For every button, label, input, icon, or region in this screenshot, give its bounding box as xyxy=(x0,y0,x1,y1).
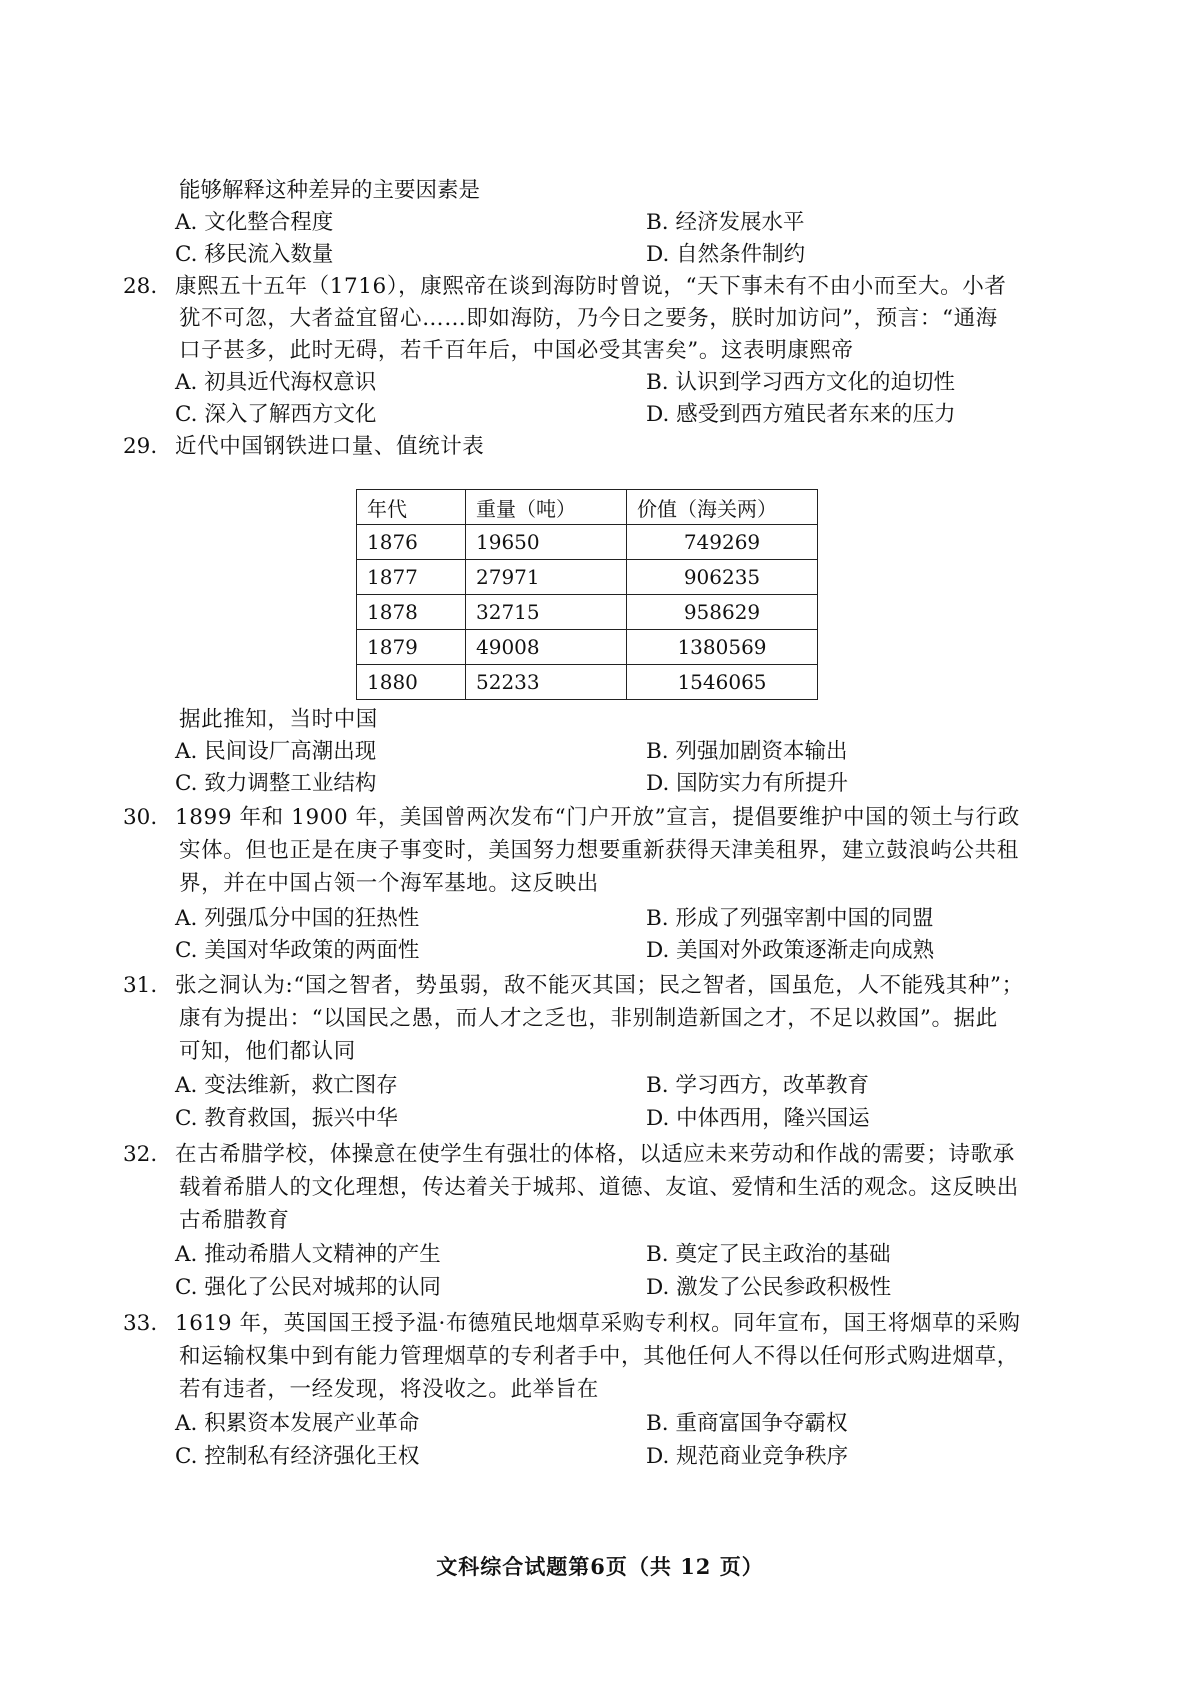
q28-option-d: D. 感受到西方殖民者东来的压力 xyxy=(646,402,956,427)
q31-line-2: 康有为提出：“以国民之愚，而人才之乏也，非别制造新国之才，不足以救国”。据此 xyxy=(179,1006,998,1031)
cell-value: 1380569 xyxy=(627,630,818,665)
q31-option-b: B. 学习西方，改革教育 xyxy=(646,1073,869,1098)
q33-line-3: 若有违者，一经发现，将没收之。此举旨在 xyxy=(179,1377,599,1402)
q28-option-b: B. 认识到学习西方文化的迫切性 xyxy=(646,370,955,395)
q31-line-3: 可知，他们都认同 xyxy=(179,1039,356,1064)
column-header-weight: 重量（吨） xyxy=(466,490,627,525)
cell-weight: 32715 xyxy=(466,595,627,630)
q31-option-d: D. 中体西用，隆兴国运 xyxy=(646,1106,870,1131)
q29-option-a: A. 民间设厂高潮出现 xyxy=(175,739,377,764)
q31-number: 31. xyxy=(123,973,158,998)
q32-option-d: D. 激发了公民参政积极性 xyxy=(646,1275,892,1300)
q27-option-d: D. 自然条件制约 xyxy=(646,242,806,267)
q29-number: 29. xyxy=(123,434,158,459)
q30-line-2: 实体。但也正是在庚子事变时，美国努力想要重新获得天津美租界，建立鼓浪屿公共租 xyxy=(179,838,1019,863)
q29-option-c: C. 致力调整工业结构 xyxy=(175,771,377,796)
column-header-value: 价值（海关两） xyxy=(627,490,818,525)
q32-line-2: 载着希腊人的文化理想，传达着关于城邦、道德、友谊、爱情和生活的观念。这反映出 xyxy=(179,1175,1019,1200)
q32-option-a: A. 推动希腊人文精神的产生 xyxy=(175,1242,441,1267)
q30-number: 30. xyxy=(123,805,158,830)
q27-option-a: A. 文化整合程度 xyxy=(175,210,334,235)
q28-option-a: A. 初具近代海权意识 xyxy=(175,370,377,395)
page-footer: 文科综合试题第6页（共 12 页） xyxy=(436,1554,764,1579)
q32-line-3: 古希腊教育 xyxy=(179,1208,290,1233)
cell-value: 749269 xyxy=(627,525,818,560)
q30-option-b: B. 形成了列强宰割中国的同盟 xyxy=(646,906,934,931)
q33-number: 33. xyxy=(123,1311,158,1336)
q31-line-1: 张之洞认为:“国之智者，势虽弱，敌不能灭其国；民之智者，国虽危，人不能残其种”； xyxy=(175,973,1024,998)
q33-option-d: D. 规范商业竞争秩序 xyxy=(646,1444,849,1469)
q27-stem-tail: 能够解释这种差异的主要因素是 xyxy=(179,178,481,203)
q33-line-2: 和运输权集中到有能力管理烟草的专利者手中，其他任何人不得以任何形式购进烟草， xyxy=(179,1344,1019,1369)
cell-year: 1876 xyxy=(357,525,466,560)
cell-year: 1878 xyxy=(357,595,466,630)
cell-value: 1546065 xyxy=(627,665,818,700)
steel-import-table xyxy=(356,489,818,700)
q29-option-d: D. 国防实力有所提升 xyxy=(646,771,849,796)
q28-line-2: 犹不可忽，大者益宜留心……即如海防，乃今日之要务，朕时加访问”，预言：“通海 xyxy=(179,306,998,331)
q31-option-a: A. 变法维新，救亡图存 xyxy=(175,1073,398,1098)
q32-option-b: B. 奠定了民主政治的基础 xyxy=(646,1242,891,1267)
table-header-row xyxy=(357,490,818,525)
cell-year: 1877 xyxy=(357,560,466,595)
table-row xyxy=(357,560,818,595)
q30-option-c: C. 美国对华政策的两面性 xyxy=(175,938,420,963)
q33-line-1: 1619 年，英国国王授予温·布德殖民地烟草采购专利权。同年宣布，国王将烟草的采购 xyxy=(175,1311,1021,1336)
column-header-year: 年代 xyxy=(357,490,466,525)
cell-value: 958629 xyxy=(627,595,818,630)
table-row xyxy=(357,595,818,630)
q32-line-1: 在古希腊学校，体操意在使学生有强壮的体格，以适应未来劳动和作战的需要；诗歌承 xyxy=(175,1142,1015,1167)
q30-line-3: 界，并在中国占领一个海军基地。这反映出 xyxy=(179,871,599,896)
q28-number: 28. xyxy=(123,274,158,299)
cell-weight: 49008 xyxy=(466,630,627,665)
q33-option-a: A. 积累资本发展产业革命 xyxy=(175,1411,420,1436)
q29-option-b: B. 列强加剧资本输出 xyxy=(646,739,848,764)
table-row xyxy=(357,630,818,665)
q27-option-b: B. 经济发展水平 xyxy=(646,210,805,235)
q28-line-3: 口子甚多，此时无碍，若千百年后，中国必受其害矣”。这表明康熙帝 xyxy=(179,338,854,363)
cell-year: 1879 xyxy=(357,630,466,665)
q28-line-1: 康熙五十五年（1716），康熙帝在谈到海防时曾说，“天下事未有不由小而至大。小者 xyxy=(175,274,1007,299)
q29-stem: 据此推知，当时中国 xyxy=(179,707,378,732)
cell-year: 1880 xyxy=(357,665,466,700)
cell-weight: 19650 xyxy=(466,525,627,560)
q33-option-b: B. 重商富国争夺霸权 xyxy=(646,1411,848,1436)
cell-value: 906235 xyxy=(627,560,818,595)
q27-option-c: C. 移民流入数量 xyxy=(175,242,334,267)
q33-option-c: C. 控制私有经济强化王权 xyxy=(175,1444,420,1469)
q32-option-c: C. 强化了公民对城邦的认同 xyxy=(175,1275,441,1300)
q30-line-1: 1899 年和 1900 年，美国曾两次发布“门户开放”宣言，提倡要维护中国的领土与行政 xyxy=(175,805,1020,830)
cell-weight: 52233 xyxy=(466,665,627,700)
q32-number: 32. xyxy=(123,1142,158,1167)
q30-option-a: A. 列强瓜分中国的狂热性 xyxy=(175,906,420,931)
q28-option-c: C. 深入了解西方文化 xyxy=(175,402,377,427)
q30-option-d: D. 美国对外政策逐渐走向成熟 xyxy=(646,938,935,963)
q29-title: 近代中国钢铁进口量、值统计表 xyxy=(175,434,485,459)
table-row xyxy=(357,665,818,700)
table-row xyxy=(357,525,818,560)
cell-weight: 27971 xyxy=(466,560,627,595)
q31-option-c: C. 教育救国，振兴中华 xyxy=(175,1106,398,1131)
